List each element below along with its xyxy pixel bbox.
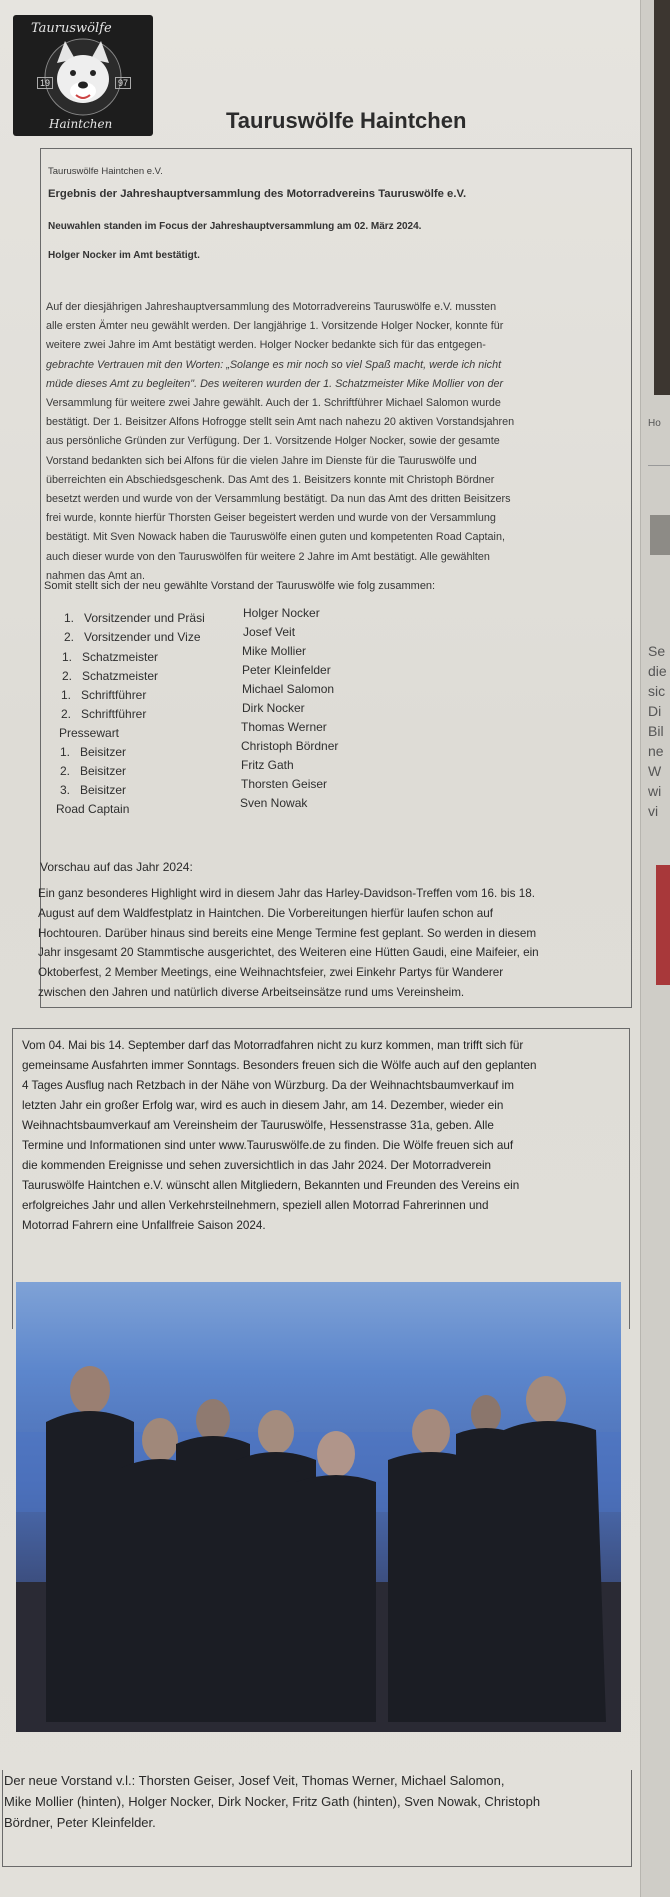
body-line: überreichten ein Abschiedsgeschenk. Das Amt des 1. Beisitzers konnte mit Christoph Bördner xyxy=(46,473,495,486)
board-num: 2. xyxy=(60,764,71,778)
preview-line: Hochtouren. Darüber hinaus sind bereits eine Menge Termine fest geplant. So werden in diesem xyxy=(38,926,537,940)
sidebar-fragment: wi xyxy=(648,783,662,799)
body-line: gebrachte Vertrauen mit den Worten: „Solange es mir noch so viel Spaß macht, werde ich nicht xyxy=(46,358,502,371)
article-body xyxy=(46,298,514,586)
adjacent-photo-fragment xyxy=(654,0,670,395)
page-title: Tauruswölfe Haintchen xyxy=(226,108,467,133)
board-num: 1. xyxy=(61,688,72,702)
continuation-line: letzten Jahr ein großer Erfolg war, wird es auch in diesem Jahr, am 14. Dezember, wieder ein xyxy=(22,1099,504,1112)
continuation-line: Motorrad Fahrern eine Unfallfreie Saison 2024. xyxy=(22,1219,266,1232)
board-name: Michael Salomon xyxy=(242,682,335,696)
logo-text-top: Tauruswölfe xyxy=(31,21,112,36)
sidebar-fragment: Ho xyxy=(648,418,661,429)
board-name: Christoph Bördner xyxy=(241,739,339,753)
preview-line: zwischen den Jahren und natürlich diverse Arbeitseinsätze rund ums Vereinsheim. xyxy=(38,985,465,999)
logo-text-bottom: Haintchen xyxy=(49,117,113,131)
body-line: Versammlung für weitere zwei Jahre gewählt. Auch der 1. Schriftführer Michael Salomon wurde xyxy=(46,397,501,410)
sidebar-fragment: Di xyxy=(648,703,662,719)
continuation-line: die kommenden Ereignisse und sehen zuversichtlich in das Jahr 2024. Der Motorradverein xyxy=(22,1159,492,1172)
board-role: Road Captain xyxy=(56,802,130,816)
board-role: Beisitzer xyxy=(80,745,127,759)
caption-line: Bördner, Peter Kleinfelder. xyxy=(4,1815,156,1830)
body-line: besetzt werden und wurde von der Versammlung bestätigt. Da nun das Amt des dritten Beisitzers xyxy=(46,493,511,506)
continuation-line: Tauruswölfe Haintchen e.V. wünscht allen Mitgliedern, Bekannten und Freunden des Vereins ein xyxy=(22,1179,520,1192)
photo-caption xyxy=(4,1770,540,1833)
caption-line: Mike Mollier (hinten), Holger Nocker, Dirk Nocker, Fritz Gath (hinten), Sven Nowak, Christoph xyxy=(4,1794,541,1809)
sidebar-fragment: W xyxy=(648,763,662,779)
caption-line: Der neue Vorstand v.l.: Thorsten Geiser, Josef Veit, Thomas Werner, Michael Salomon, xyxy=(4,1773,505,1788)
sidebar-fragment: ne xyxy=(648,743,664,759)
sidebar-fragment: Bil xyxy=(648,723,664,739)
adjacent-red-block xyxy=(656,865,670,985)
board-name: Sven Nowak xyxy=(240,796,308,810)
continuation-line: 4 Tages Ausflug nach Retzbach in der Nähe von Würzburg. Da der Weihnachtsbaumverkauf im xyxy=(22,1079,515,1092)
board-name: Thorsten Geiser xyxy=(241,777,328,791)
preview-line: Oktoberfest, 2 Member Meetings, eine Weihnachtsfeier, zwei Einkehr Partys für Wanderer xyxy=(38,966,504,980)
board-num: 1. xyxy=(64,611,75,625)
body-line: frei wurde, konnte hierfür Thorsten Geiser begeistert werden und wurde von der Versammlung xyxy=(46,512,496,525)
board-role: Vorsitzender und Vize xyxy=(84,630,201,644)
body-line: alle ersten Ämter neu gewählt werden. Der langjährige 1. Vorsitzende Holger Nocker, konnte für xyxy=(46,320,504,333)
continuation-line: Weihnachtsbaumverkauf am Vereinsheim der Tauruswölfe, Hessenstrasse 31a, geben. Alle xyxy=(22,1119,494,1132)
continuation-line: Vom 04. Mai bis 14. September darf das Motorradfahren nicht zu kurz kommen, man trifft sich für xyxy=(22,1039,524,1052)
body-line: Auf der diesjährigen Jahreshauptversammlung des Motorradvereins Tauruswölfe e.V. mussten xyxy=(46,301,497,313)
continuation-line: erfolgreiches Jahr und allen Verkehrsteilnehmern, speziell allen Motorrad Fahrerinnen und xyxy=(22,1199,489,1212)
logo-year-left: 19 xyxy=(37,77,53,89)
board-name: Peter Kleinfelder xyxy=(242,663,331,677)
board-role: Beisitzer xyxy=(80,783,127,797)
board-name: Fritz Gath xyxy=(241,758,294,772)
body-line: bestätigt. Mit Sven Nowack haben die Tauruswölfe einen guten und kompetenten Road Captain, xyxy=(46,531,505,544)
continuation-line: Termine und Informationen sind unter www.Tauruswölfe.de zu finden. Die Wölfe freuen sich auf xyxy=(22,1139,514,1152)
article-subhead: Holger Nocker im Amt bestätigt. xyxy=(48,250,200,261)
sidebar-fragment: sic xyxy=(648,683,666,699)
preview-heading: Vorschau auf das Jahr 2024: xyxy=(40,860,193,874)
logo-year-right: 97 xyxy=(115,77,131,89)
board-num: 2. xyxy=(64,630,75,644)
board-role: Schatzmeister xyxy=(82,669,159,683)
board-intro: Somit stellt sich der neu gewählte Vorstand der Tauruswölfe wie folg zusammen: xyxy=(44,580,436,592)
board-num: 1. xyxy=(62,650,73,664)
group-photo xyxy=(16,1282,621,1732)
article-headline: Ergebnis der Jahreshauptversammlung des Motorradvereins Tauruswölfe e.V. xyxy=(48,188,467,200)
group-photo-people xyxy=(16,1282,621,1732)
sidebar-fragment: Se xyxy=(648,643,666,659)
board-num: 2. xyxy=(62,669,73,683)
board-name: Holger Nocker xyxy=(243,606,320,620)
continuation-line: gemeinsame Ausfahrten immer Sonntags. Besonders freuen sich die Wölfe auch auf den geplanten xyxy=(22,1059,537,1072)
board-role: Schatzmeister xyxy=(82,650,159,664)
board-name: Thomas Werner xyxy=(241,720,327,734)
adjacent-divider xyxy=(648,465,670,466)
board-num: 2. xyxy=(61,707,72,721)
adjacent-gray-block xyxy=(650,515,670,555)
club-logo xyxy=(13,15,153,136)
club-label: Tauruswölfe Haintchen e.V. xyxy=(48,166,163,177)
sidebar-fragment: die xyxy=(648,663,667,679)
board-name: Dirk Nocker xyxy=(242,701,305,715)
board-role: Beisitzer xyxy=(80,764,127,778)
body-line: weitere zwei Jahre im Amt bestätigt werden. Holger Nocker bedankte sich für das entgegen- xyxy=(46,339,486,352)
body-line: Vorstand bedankten sich bei Alfons für die vielen Jahre im Dienste für die Tauruswölfe und xyxy=(46,454,477,467)
body-line: nahmen das Amt an. xyxy=(46,569,146,582)
board-name: Mike Mollier xyxy=(242,644,307,658)
article-subhead: Neuwahlen standen im Focus der Jahreshauptversammlung am 02. März 2024. xyxy=(48,221,422,232)
preview-line: Ein ganz besonderes Highlight wird in diesem Jahr das Harley-Davidson-Treffen vom 16. bis 18. xyxy=(38,887,535,900)
board-role: Pressewart xyxy=(59,726,120,740)
preview-line: August auf dem Waldfestplatz in Haintchen. Die Vorbereitungen hierfür laufen schon auf xyxy=(38,906,494,920)
board-role: Vorsitzender und Präsi xyxy=(84,611,205,625)
sidebar-fragment: vi xyxy=(648,803,659,819)
body-line: bestätigt. Der 1. Beisitzer Alfons Hofrogge stellt sein Amt nach nahezu 20 aktiven Vorstandsjahren xyxy=(46,416,515,429)
board-role: Schriftführer xyxy=(81,688,147,702)
body-line: auch dieser wurde von den Tauruswölfen für weitere 2 Jahre im Amt bestätigt. Alle gewählten xyxy=(46,550,490,563)
board-num: 3. xyxy=(60,783,71,797)
body-line: aus persönliche Gründen zur Verfügung. Der 1. Vorsitzende Holger Nocker, sowie der gesamte xyxy=(46,435,500,448)
preview-body xyxy=(38,884,539,1003)
board-role: Schriftführer xyxy=(81,707,147,721)
continuation-body xyxy=(22,1036,537,1236)
board-name: Josef Veit xyxy=(243,625,296,639)
preview-line: Jahr insgesamt 20 Stammtische ausgerichtet, des Weiteren eine Hütten Gaudi, eine Maifeier, ein xyxy=(38,946,539,960)
board-num: 1. xyxy=(60,745,71,759)
body-line: müde dieses Amt zu begleiten". Des weiteren wurden der 1. Schatzmeister Mike Mollier von der xyxy=(46,377,504,390)
